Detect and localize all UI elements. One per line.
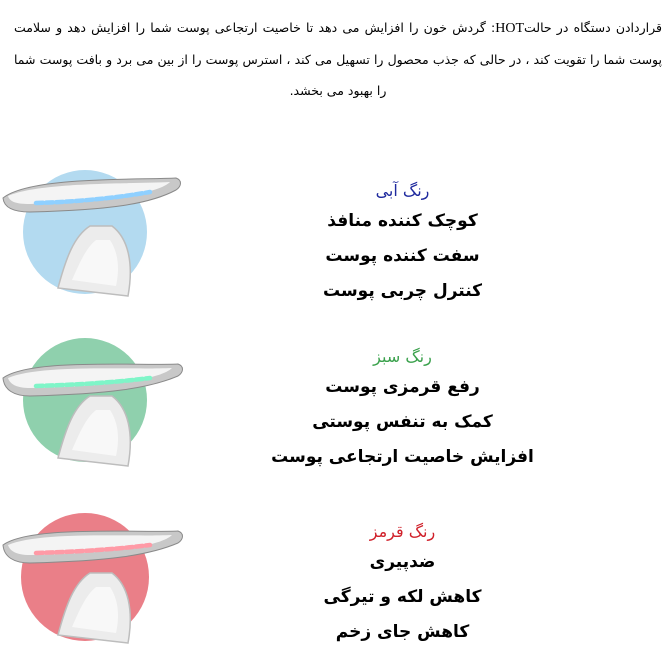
green-feature-line: افزایش خاصیت ارتجاعی پوست (271, 447, 534, 467)
blue-mode-title: رنگ آبی (375, 181, 430, 200)
blue-device-image (0, 168, 200, 318)
green-mode-section (0, 338, 671, 488)
green-feature-line: رفع قرمزی پوست (325, 377, 480, 397)
red-mode-title: رنگ قرمز (369, 522, 436, 541)
red-feature-line: کاهش جای زخم (335, 622, 470, 642)
blue-mode-section (0, 168, 671, 318)
green-mode-title: رنگ سبز (373, 347, 432, 366)
red-feature-line: ضدپیری (369, 552, 436, 572)
red-device-image (0, 505, 200, 671)
intro-text: : گردش خون را افزایش می دهد تا خاصیت ارتجاعی پوست شما را افزایش دهد و سلامت پوست شما را تقویت کند ، در حالی که جذب محصول را تسهیل می کند ، استرس پوست را از بین می برد و بافت پوست شما را بهبود می بخشد. (14, 20, 662, 98)
blue-feature-line: کوچک کننده منافذ (327, 211, 478, 231)
red-feature-line: کاهش لکه و تیرگی (323, 587, 482, 607)
red-mode-features (225, 519, 580, 650)
blue-mode-features (225, 178, 580, 309)
red-mode-section (0, 505, 671, 655)
green-mode-features (225, 344, 580, 475)
green-device-image (0, 338, 200, 488)
blue-feature-line: سفت کننده پوست (325, 246, 480, 266)
intro-mode: HOT (495, 21, 525, 36)
green-feature-line: کمک به تنفس پوستی (312, 412, 493, 432)
intro-prefix: قراردادن دستگاه در حالت (524, 20, 662, 35)
intro-paragraph (14, 12, 662, 106)
blue-feature-line: کنترل چربی پوست (322, 281, 483, 301)
